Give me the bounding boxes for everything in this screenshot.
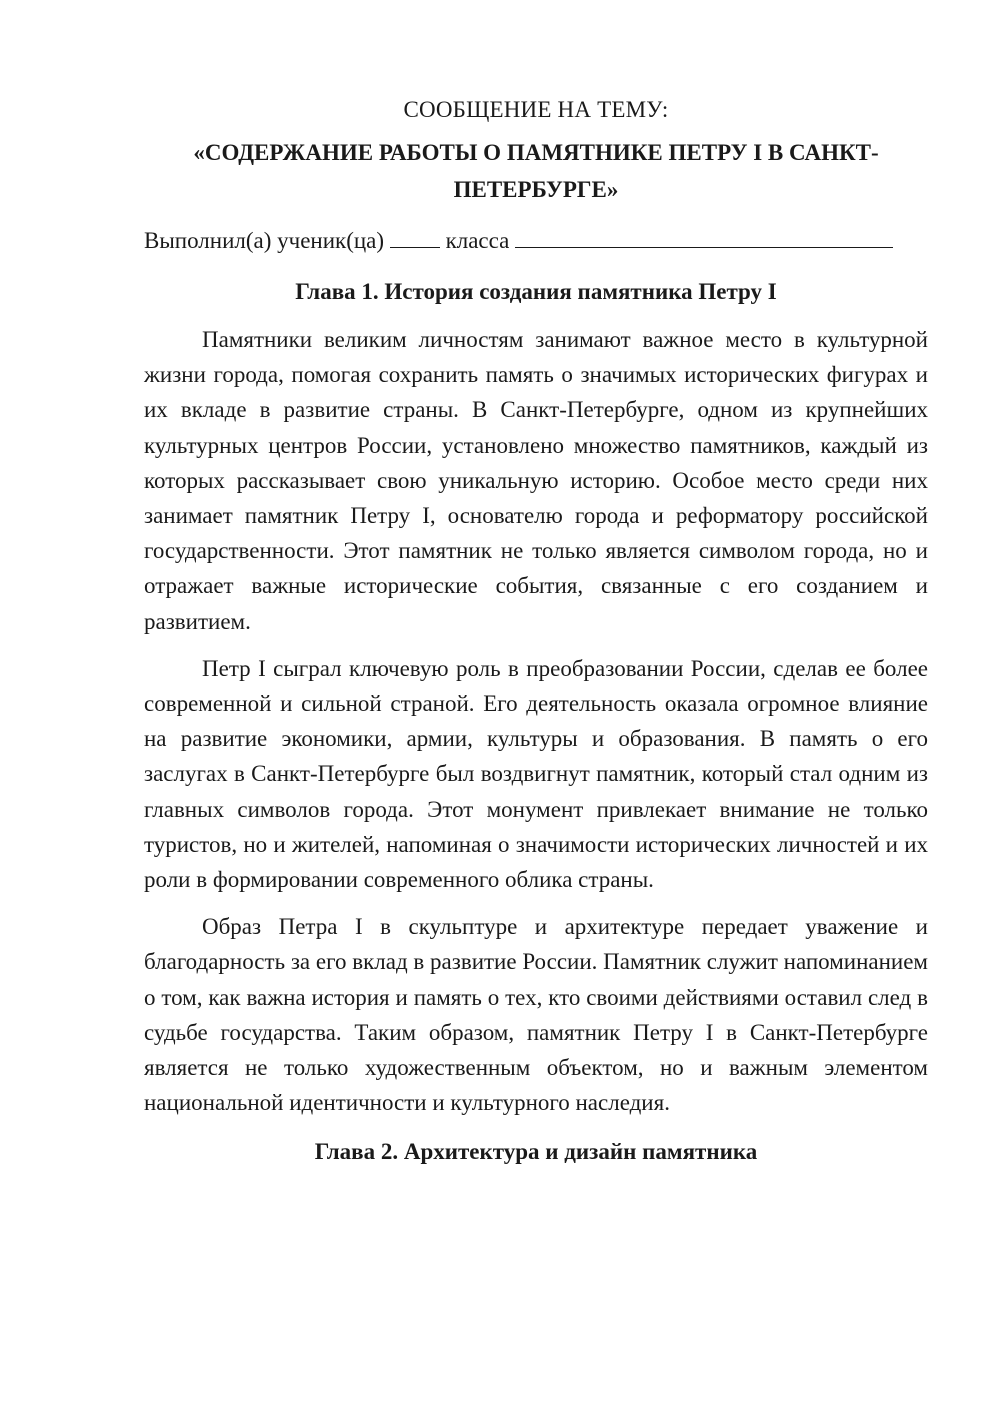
grade-blank-field[interactable] bbox=[390, 227, 440, 248]
document-page bbox=[144, 92, 928, 1182]
chapter-1-paragraph-2: Петр I сыграл ключевую роль в преобразовании России, сделав ее более современной и сильной страной. Его деятельность оказала огромное влияние на развитие экономики, армии, культуры и образования. В память о его заслугах в Санкт-Петербурге был воздвигнут памятник, который стал одним из главных символов города. Этот монумент привлекает внимание не только туристов, но и жителей, напоминая о значимости исторических личностей и их роли в формировании современного облика страны. bbox=[144, 655, 928, 893]
author-line bbox=[144, 222, 928, 260]
author-prefix: Выполнил(а) ученик(ца) bbox=[144, 228, 385, 253]
class-label: класса bbox=[445, 228, 510, 253]
class-blank-field[interactable] bbox=[515, 227, 893, 248]
topic-label: СООБЩЕНИЕ НА ТЕМУ: bbox=[403, 97, 669, 122]
document-title: «СОДЕРЖАНИЕ РАБОТЫ О ПАМЯТНИКЕ ПЕТРУ I В САНКТ-ПЕТЕРБУРГЕ» bbox=[193, 140, 879, 202]
chapter-1-paragraph-3: Образ Петра I в скульптуре и архитектуре передает уважение и благодарность за его вклад в развитие России. Памятник служит напоминанием о том, как важна история и память о тех, кто своими действиями оставил след в судьбе государства. Таким образом, памятник Петру I в Санкт-Петербурге является не только художественным объектом, но и важным элементом национальной идентичности и культурного наследия. bbox=[144, 914, 928, 1116]
chapter-1-paragraph-1: Памятники великим личностям занимают важное место в культурной жизни города, помогая сохранить память о значимых исторических фигурах и их вкладе в развитие страны. В Санкт-Петербурге, одном из крупнейших культурных центров России, установлено множество памятников, каждый из которых рассказывает свою уникальную историю. Особое место среди них занимает памятник Петру I, основателю города и реформатору российской государственности. Этот памятник не только является символом города, но и отражает важные исторические события, связанные с его созданием и развитием. bbox=[144, 327, 928, 634]
chapter-1-title: Глава 1. История создания памятника Петру I bbox=[295, 279, 777, 304]
chapter-2-title: Глава 2. Архитектура и дизайн памятника bbox=[314, 1139, 758, 1165]
